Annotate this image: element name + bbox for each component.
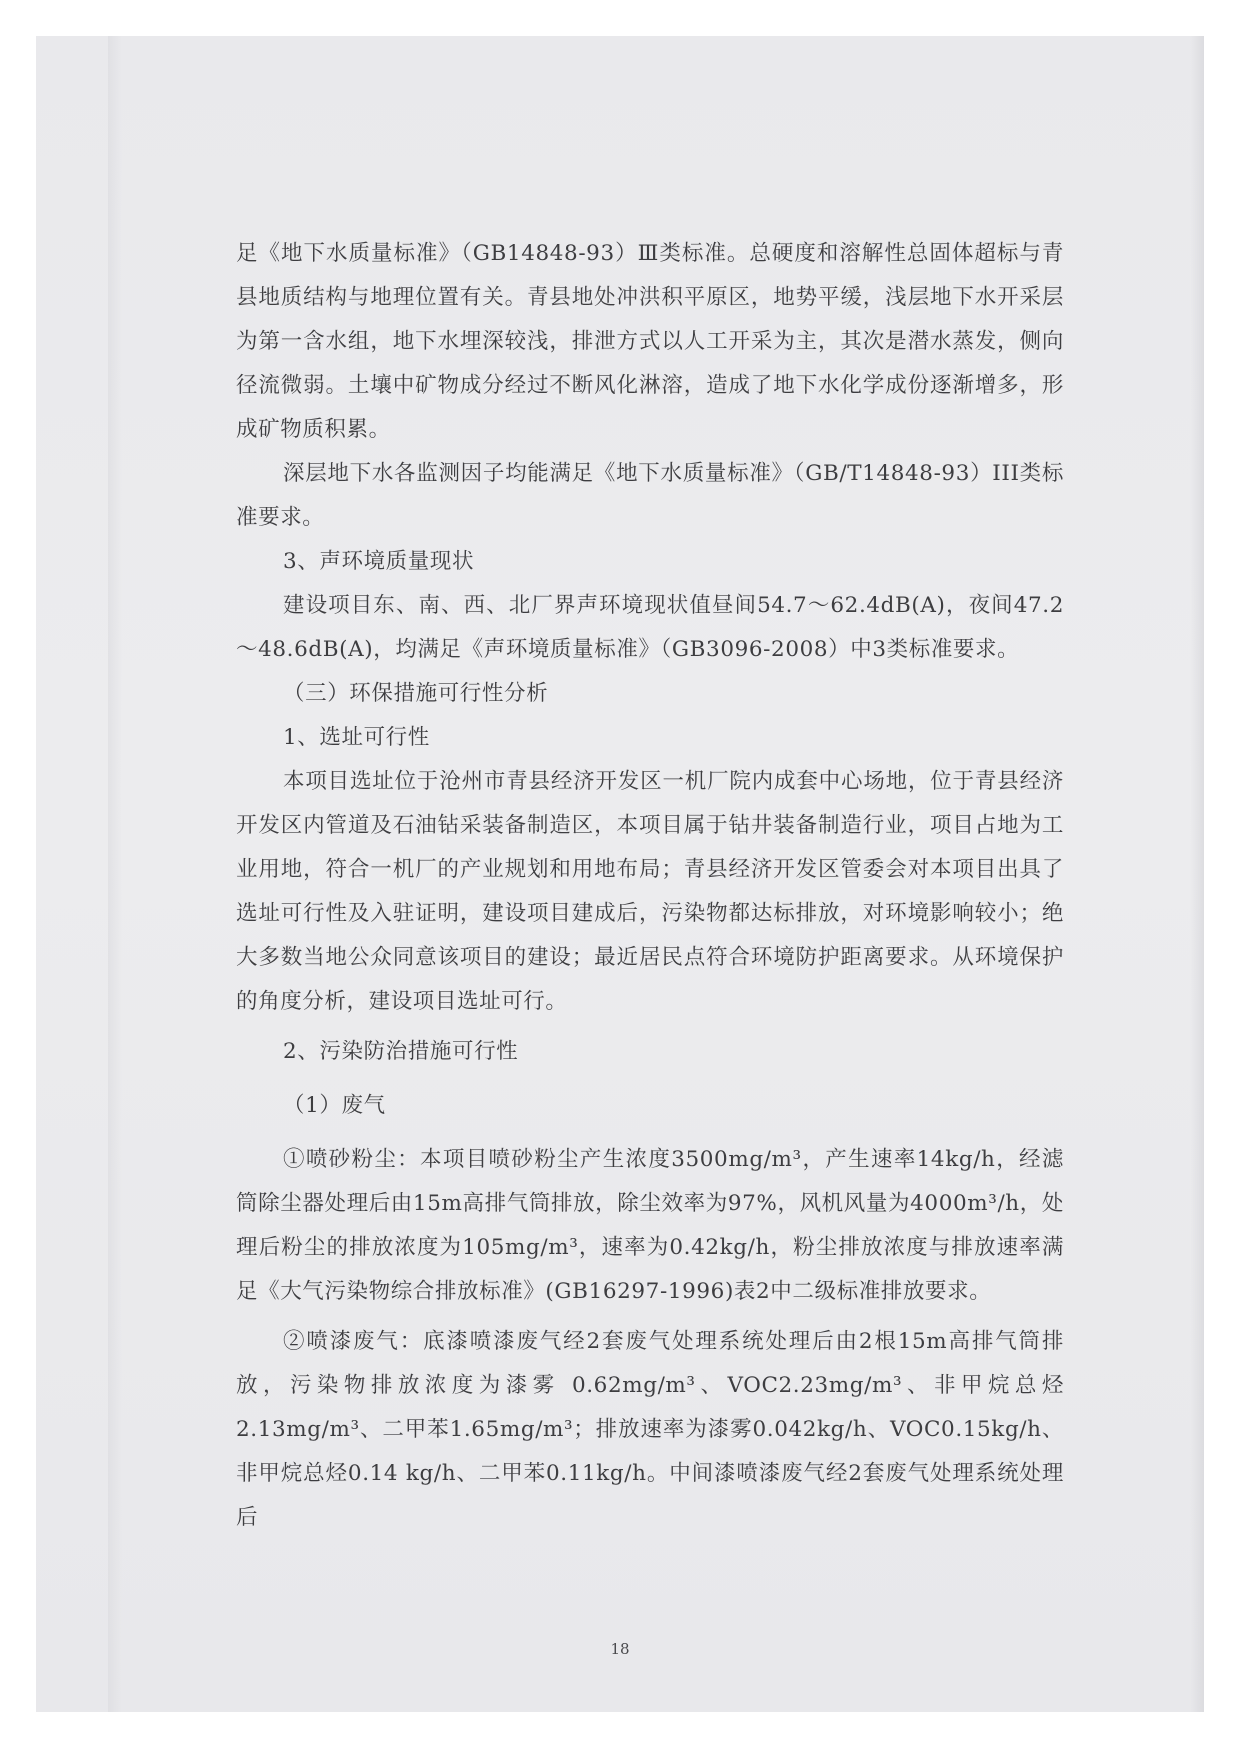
- heading-site-feasibility: 1、选址可行性: [283, 725, 430, 750]
- scan-fold-shadow: [108, 36, 122, 1712]
- heading-feasibility-analysis: （三）环保措施可行性分析: [283, 681, 549, 706]
- heading-waste-gas: （1）废气: [283, 1093, 386, 1118]
- para-groundwater-shallow: 足《地下水质量标准》（GB14848-93）Ⅲ类标准。总硬度和溶解性总固体超标与青县地质结构与地理位置有关。青县地处冲洪积平原区，地势平缓，浅层地下水开采层为第一含水组，地下水埋深较浅，排泄方式以人工开采为主，其次是潜水蒸发，侧向径流微弱。土壤中矿物成分经过不断风化淋溶，造成了地下水化学成份逐渐增多，形成矿物质积累。: [236, 241, 1064, 442]
- para-groundwater-deep: 深层地下水各监测因子均能满足《地下水质量标准》（GB/T14848-93）III类标准要求。: [236, 461, 1064, 530]
- document-body: [236, 232, 1064, 1540]
- para-site: 本项目选址位于沧州市青县经济开发区一机厂院内成套中心场地，位于青县经济开发区内管道及石油钻采装备制造区，本项目属于钻井装备制造行业，项目占地为工业用地，符合一机厂的产业规划和用地布局；青县经济开发区管委会对本项目出具了选址可行性及入驻证明，建设项目建成后，污染物都达标排放，对环境影响较小；绝大多数当地公众同意该项目的建设；最近居民点符合环境防护距离要求。从环境保护的角度分析，建设项目选址可行。: [236, 769, 1064, 1014]
- scan-edge-shadow: [1190, 36, 1204, 1712]
- page-number: 18: [610, 1640, 630, 1658]
- scanned-page: [36, 36, 1204, 1712]
- heading-pollution-control: 2、污染防治措施可行性: [283, 1039, 519, 1064]
- para-sandblast-dust: ①喷砂粉尘：本项目喷砂粉尘产生浓度3500mg/m³，产生速率14kg/h，经滤筒除尘器处理后由15m高排气筒排放，除尘效率为97%，风机风量为4000m³/h，处理后粉尘的排放浓度为105mg/m³，速率为0.42kg/h，粉尘排放浓度与排放速率满足《大气污染物综合排放标准》(GB16297-1996)表2中二级标准排放要求。: [236, 1147, 1064, 1304]
- heading-noise-quality: 3、声环境质量现状: [283, 549, 475, 574]
- para-spray-paint: ②喷漆废气：底漆喷漆废气经2套废气处理系统处理后由2根15m高排气筒排放，污染物排放浓度为漆雾 0.62mg/m³、VOC2.23mg/m³、非甲烷总烃2.13mg/m³、二甲苯1.65mg/m³；排放速率为漆雾0.042kg/h、VOC0.15kg/h、非甲烷总烃0.14 kg/h、二甲苯0.11kg/h。中间漆喷漆废气经2套废气处理系统处理后: [236, 1329, 1064, 1530]
- para-noise: 建设项目东、南、西、北厂界声环境现状值昼间54.7～62.4dB(A)，夜间47.2～48.6dB(A)，均满足《声环境质量标准》（GB3096-2008）中3类标准要求。: [236, 593, 1064, 662]
